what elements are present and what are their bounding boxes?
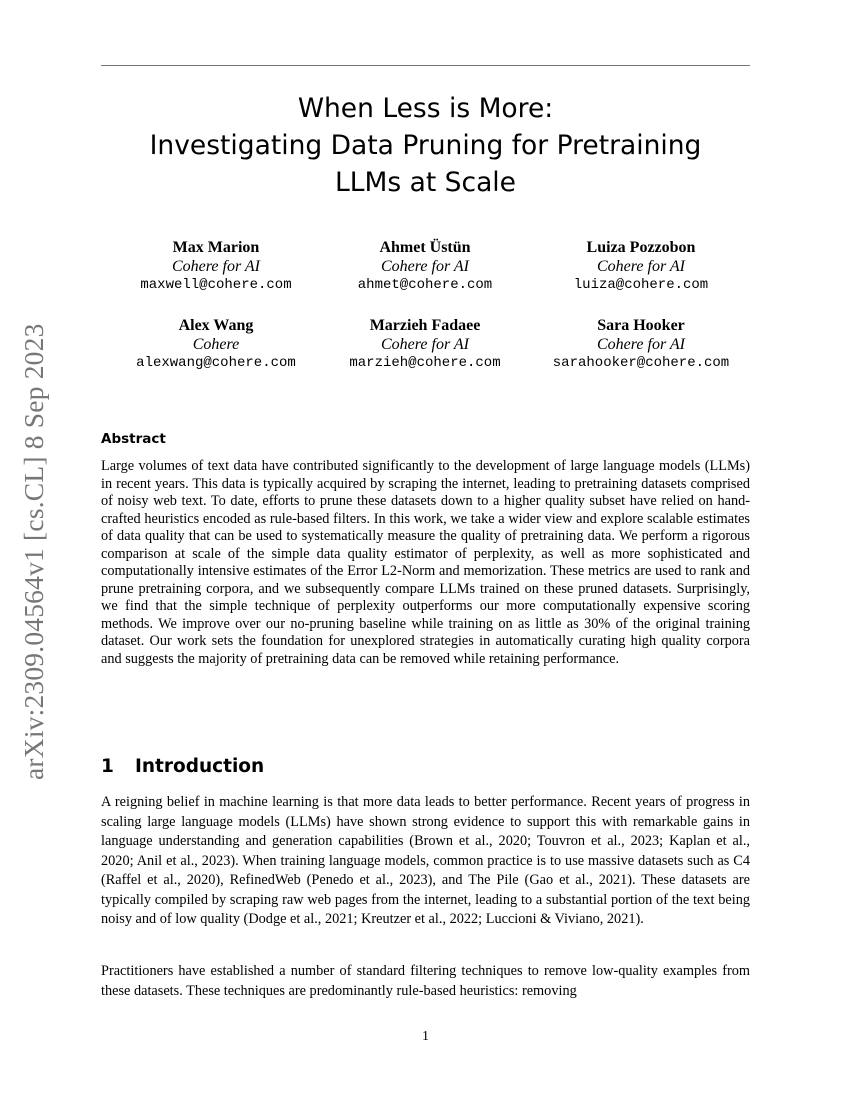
abstract-text: Large volumes of text data have contributed significantly to the development of large language models (LLMs) in recent years. This data is typically acquired by scraping the internet, leading to pretraining datasets comprised of noisy web text. To date, efforts to prune these datasets down to a higher quality subset have relied on hand-crafted heuristics encoded as rule-based filters. In this work, we take a wider view and explore scalable estimates of data quality that can be used to systematically measure the quality of pretraining data. We perform a rigorous comparison at scale of the simple data quality estimator of perplexity, as well as more sophisticated and computationally intensive estimates of the Error L2-Norm and memorization. These metrics are used to rank and prune pretraining corpora, and we subsequently compare LLMs trained on these pruned datasets. Surprisingly, we find that the simple technique of perplexity outperforms our more computationally expensive scoring methods. We improve over our no-pruning baseline while training on as little as 30% of the original training dataset. Our work sets the foundation for unexplored strategies in automatically curating high quality corpora and suggests the majority of pretraining data can be removed while retaining performance. xyxy=(101,458,750,667)
section-heading xyxy=(101,756,264,777)
author-name: Marzieh Fadaee xyxy=(369,317,481,334)
author-name: Sara Hooker xyxy=(597,317,685,334)
author-affiliation: Cohere for AI xyxy=(381,336,469,353)
page-number: 1 xyxy=(422,1029,429,1044)
section-number: 1 xyxy=(101,756,114,777)
author-card xyxy=(310,316,540,373)
author-affiliation: Cohere for AI xyxy=(597,336,685,353)
author-email: alexwang@cohere.com xyxy=(136,355,296,371)
arxiv-stamp: arXiv:2309.04564v1 [cs.CL] 8 Sep 2023 xyxy=(18,323,49,780)
author-affiliation: Cohere for AI xyxy=(597,258,685,275)
author-name: Ahmet Üstün xyxy=(379,239,471,256)
author-email: sarahooker@cohere.com xyxy=(552,355,730,371)
section-title: Introduction xyxy=(135,756,265,777)
author-name: Max Marion xyxy=(172,239,260,256)
author-affiliation: Cohere for AI xyxy=(381,258,469,275)
author-card xyxy=(101,316,331,373)
title-line: When Less is More: xyxy=(297,93,554,124)
title-line: Investigating Data Pruning for Pretraining xyxy=(149,130,702,161)
abstract-heading: Abstract xyxy=(101,431,166,447)
author-email: marzieh@cohere.com xyxy=(349,355,501,371)
author-name: Luiza Pozzobon xyxy=(586,239,696,256)
title-line: LLMs at Scale xyxy=(335,167,516,198)
paper-title xyxy=(101,90,750,201)
author-card xyxy=(310,238,540,295)
author-affiliation: Cohere for AI xyxy=(172,258,260,275)
author-name: Alex Wang xyxy=(178,317,254,334)
author-email: maxwell@cohere.com xyxy=(140,277,292,293)
author-email: ahmet@cohere.com xyxy=(357,277,493,293)
intro-paragraph: A reigning belief in machine learning is that more data leads to better performance. Recent years of progress in scaling large language models (LLMs) have shown strong evidence to support this with remarkable gains in language understanding and generation capabilities (Brown et al., 2020; Touvron et al., 2023; Kaplan et al., 2020; Anil et al., 2023). When training language models, common practice is to use massive datasets such as C4 (Raffel et al., 2020), RefinedWeb (Penedo et al., 2023), and The Pile (Gao et al., 2021). These datasets are typically compiled by scraping raw web pages from the internet, leading to a substantial portion of the text being noisy and of low quality (Dodge et al., 2021; Kreutzer et al., 2022; Luccioni & Viviano, 2021). xyxy=(101,794,750,927)
top-rule xyxy=(101,65,750,66)
intro-paragraph: Practitioners have established a number of standard filtering techniques to remove low-quality examples from these datasets. These techniques are predominantly rule-based heuristics: removing xyxy=(101,963,750,999)
author-card xyxy=(101,238,331,295)
author-affiliation: Cohere xyxy=(192,336,240,353)
author-card xyxy=(526,316,756,373)
author-card xyxy=(526,238,756,295)
author-email: luiza@cohere.com xyxy=(573,277,709,293)
